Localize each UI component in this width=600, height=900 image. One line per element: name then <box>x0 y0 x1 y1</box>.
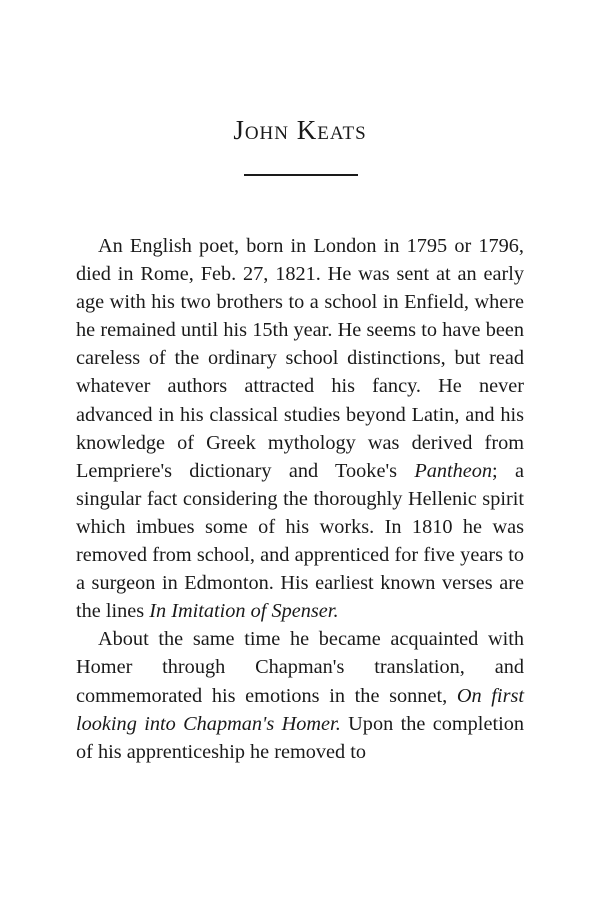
paragraph-1-italic-pantheon: Pantheon <box>414 459 493 482</box>
paragraph-2-text-1: About the same time he became acquainted with Homer through Chapman's translation, and commemorated his emotions in the sonnet, <box>76 628 524 707</box>
paragraph-2-text-2: Upon the completion of his apprenticeship he removed to <box>76 712 524 763</box>
title-divider <box>244 174 358 176</box>
paragraph-2 <box>76 625 524 765</box>
paragraph-1 <box>76 232 524 625</box>
paragraph-1-text-2: ; a singular fact considering the thoroughly Hellenic spirit which imbues some of his works. In 1810 he was removed from school, and apprenticed for five years to a surgeon in Edmonton. His earliest known verses are the lines <box>76 459 524 623</box>
body-text <box>76 232 524 766</box>
paragraph-1-italic-spenser: In Imitation of Spenser. <box>149 600 339 623</box>
page-title: John Keats <box>233 115 367 145</box>
paragraph-1-text-1: An English poet, born in London in 1795 or 1796, died in Rome, Feb. 27, 1821. He was sent at an early age with his two brothers to a school in Enfield, where he remained until his 15th year. He seems to have been careless of the ordinary school distinctions, but read whatever authors attracted his fancy. He never advanced in his classical studies beyond Latin, and his knowledge of Greek mythology was derived from Lempriere's dictionary and Tooke's <box>76 235 524 482</box>
paragraph-2-italic-sonnet: On first looking into Chapman's Homer. <box>76 684 524 735</box>
